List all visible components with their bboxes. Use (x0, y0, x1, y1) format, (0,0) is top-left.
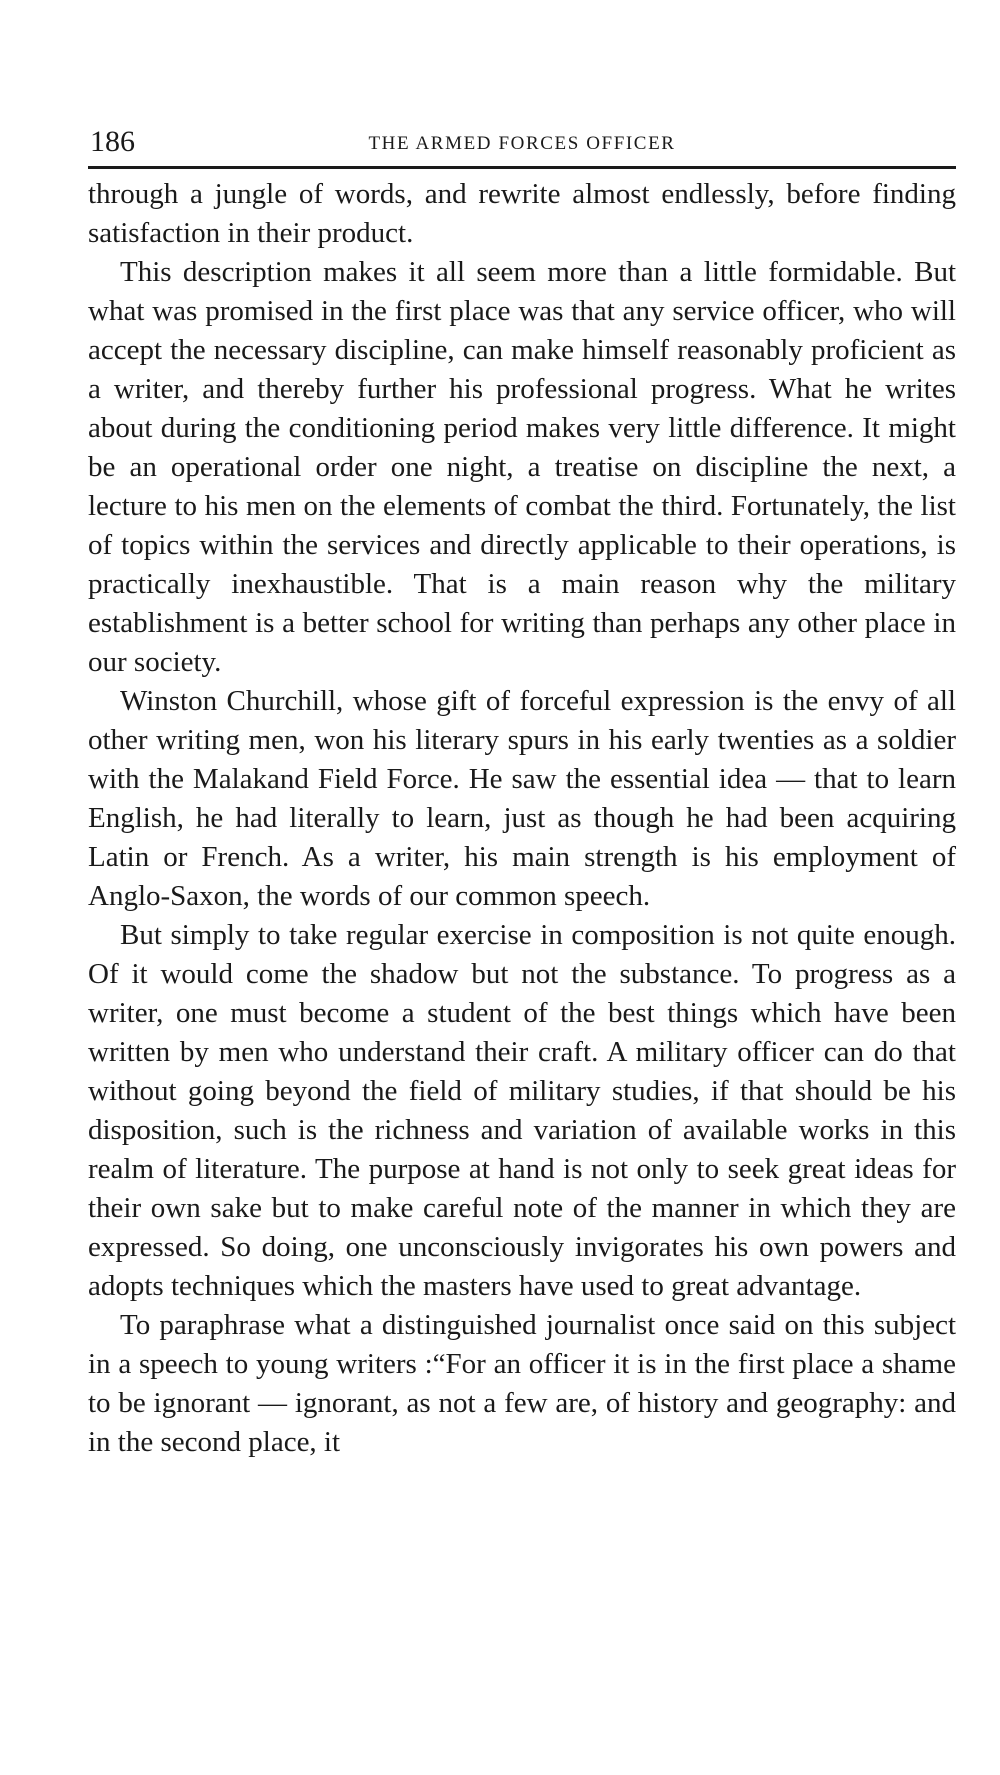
paragraph-journalist-quote: To paraphrase what a distinguished journalist once said on this subject in a speech to young writers :“For an officer it is in the first place a shame to be ignorant — ignorant, as not a few are, of history and geography: and in the second place, it (88, 1309, 956, 1458)
page-number: 186 (90, 125, 135, 158)
book-page (88, 122, 956, 1462)
paragraph-composition: But simply to take regular exercise in composition is not quite enough. Of it would come the shadow but not the substance. To progress as a writer, one must become a student of the best things which have been written by men who understand their craft. A military officer can do that without going beyond the field of military studies, if that should be his disposition, such is the richness and variation of available works in this realm of literature. The purpose at hand is not only to seek great ideas for their own sake but to make careful note of the manner in which they are expressed. So doing, one unconsciously invigorates his own powers and adopts techniques which the masters have used to great advantage. (88, 919, 956, 1302)
paragraph-churchill: Winston Churchill, whose gift of forceful expression is the envy of all other writing men, won his literary spurs in his early twenties as a soldier with the Malakand Field Force. He saw the essential idea — that to learn English, he had literally to learn, just as though he had been acquiring Latin or French. As a writer, his main strength is his employment of Anglo-Saxon, the words of our common speech. (88, 685, 956, 912)
running-head (88, 122, 956, 169)
running-title: THE ARMED FORCES OFFICER (368, 133, 676, 154)
body-text (88, 175, 956, 1462)
paragraph-formidable: This description makes it all seem more than a little formidable. But what was promised in the first place was that any service officer, who will accept the necessary discipline, can make himself reasonably proficient as a writer, and thereby further his professional progress. What he writes about during the conditioning period makes very little difference. It might be an operational order one night, a treatise on discipline the next, a lecture to his men on the elements of combat the third. Fortunately, the list of topics within the services and directly applicable to their operations, is practically inexhaustible. That is a main reason why the military establishment is a better school for writing than perhaps any other place in our society. (88, 256, 956, 678)
paragraph-continuation: through a jungle of words, and rewrite almost endlessly, before finding satisfaction in their product. (88, 178, 956, 249)
